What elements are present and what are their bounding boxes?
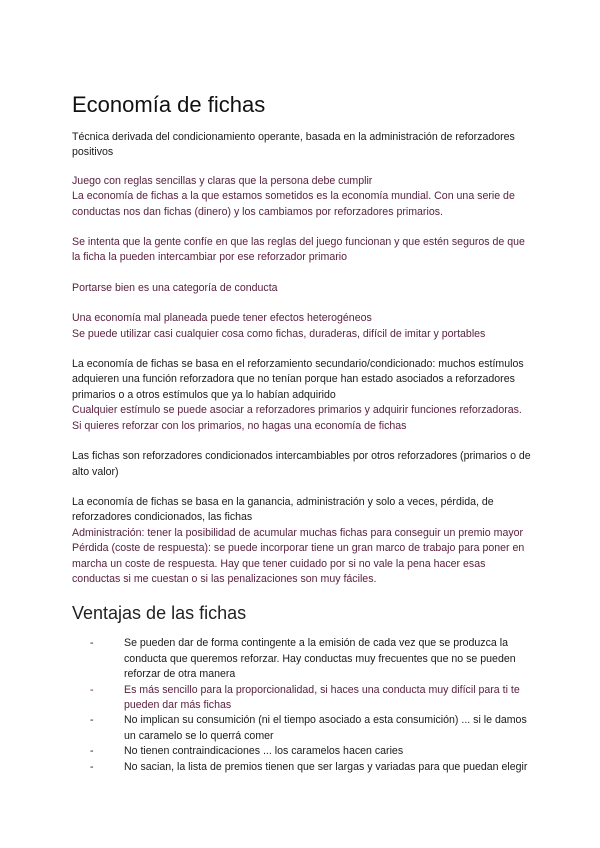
list-item: - No sacian, la lista de premios tienen que ser largas y variadas para que puedan elegir	[90, 760, 528, 773]
paragraph-juego: Juego con reglas sencillas y claras que la persona debe cumplir	[72, 174, 373, 187]
paragraph-mal-planeada: Una economía mal planeada puede tener efectos heterogéneos	[72, 312, 372, 325]
list-item: - No implican su consumición (ni el tiempo asociado a esta consumición) ... si le damos un caramelo se lo querrá comer	[90, 714, 527, 742]
paragraph-fichas-definicion: Las fichas son reforzadores condicionados intercambiables por otros reforzadores (primarios o de alto valor)	[72, 450, 531, 478]
section-title-ventajas: Ventajas de las fichas	[72, 603, 247, 624]
page-title: Economía de fichas	[72, 92, 266, 117]
paragraph-portarse: Portarse bien es una categoría de conducta	[72, 281, 278, 294]
paragraph-ganancia: La economía de fichas se basa en la ganancia, administración y solo a veces, pérdida, de reforzadores condicionados, las fichas	[72, 495, 494, 524]
paragraph-confie: Se intenta que la gente confíe en que las reglas del juego funcionan y que estén seguros de que la ficha la pueden intercambiar por ese reforzador primario	[72, 236, 525, 264]
document-page	[72, 92, 532, 775]
intro-paragraph: Técnica derivada del condicionamiento operante, basada en la administración de reforzadores positivos	[72, 131, 515, 159]
paragraph-reforzamiento: La economía de fichas se basa en el reforzamiento secundario/condicionado: muchos estímulos adquieren una función reforzadora que no tenían porque han estado asociados a reforzadores primarios o a otros estímulos que ya lo habían adquirido	[72, 358, 524, 401]
paragraph-estimulo: Cualquier estímulo se puede asociar a reforzadores primarios y adquirir funciones reforzadoras. Si quieres reforzar con los primarios, no hagas una economía de fichas	[72, 404, 522, 432]
paragraph-fichas-tipos: Se puede utilizar casi cualquier cosa como fichas, duraderas, difícil de imitar y portables	[72, 327, 486, 340]
list-item: - No tienen contraindicaciones ... los caramelos hacen caries	[90, 745, 404, 758]
paragraph-economia-mundial: La economía de fichas a la que estamos sometidos es la economía mundial. Con una serie de conductas nos dan fichas (dinero) y los cambiamos por reforzadores primarios.	[72, 190, 515, 218]
ventajas-list	[72, 636, 532, 775]
paragraph-perdida: Pérdida (coste de respuesta): se puede incorporar tiene un gran marco de trabajo para poner en marcha un coste de respuesta. Hay que tener cuidado por si no vale la pena hacer esas conductas si me cuestan o si las penalizaciones son muy fáciles.	[72, 542, 525, 585]
list-item: - Se pueden dar de forma contingente a la emisión de cada vez que se produzca la conducta que queremos reforzar. Hay conductas muy frecuentes que no se pueden reforzar de otra manera	[90, 637, 516, 681]
list-item: - Es más sencillo para la proporcionalidad, si haces una conducta muy difícil para ti te pueden dar más fichas	[90, 683, 520, 711]
paragraph-administracion: Administración: tener la posibilidad de acumular muchas fichas para conseguir un premio mayor	[72, 526, 524, 539]
